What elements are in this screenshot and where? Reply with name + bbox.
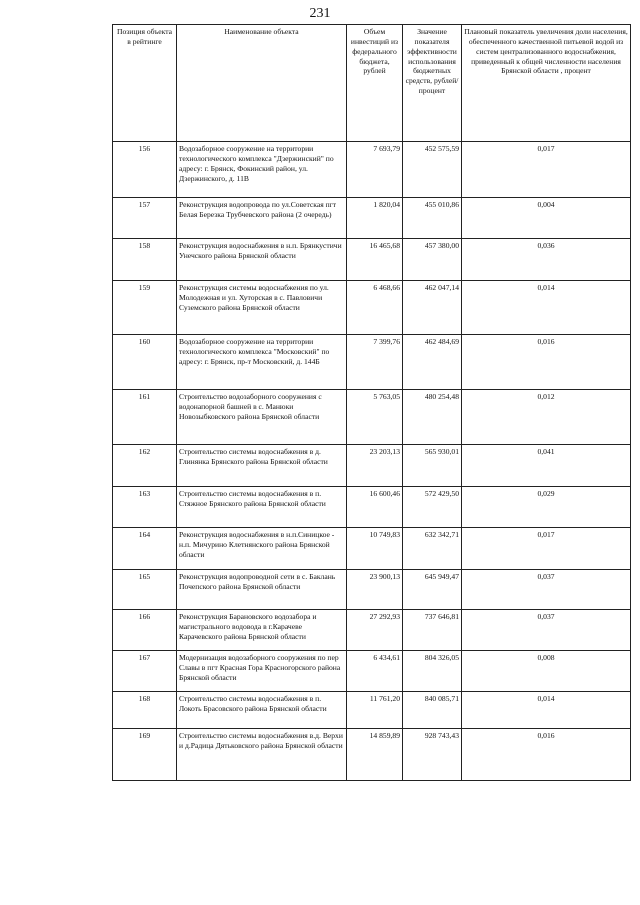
cell-investment: 7 399,76 bbox=[347, 335, 403, 390]
cell-name: Строительство водозаборного сооружения с водонапорной башней в с. Манюки Новозыбковского района Брянской области bbox=[177, 390, 347, 445]
cell-efficiency: 457 380,00 bbox=[403, 239, 462, 281]
table-row bbox=[113, 281, 631, 335]
cell-investment: 23 203,13 bbox=[347, 445, 403, 487]
cell-position: 157 bbox=[113, 198, 177, 239]
cell-share: 0,036 bbox=[462, 239, 631, 281]
cell-investment: 6 434,61 bbox=[347, 651, 403, 692]
cell-name: Строительство системы водоснабжения в.д. Верхи и д.Радица Дятьковского района Брянской области bbox=[177, 729, 347, 781]
cell-investment: 16 600,46 bbox=[347, 487, 403, 528]
cell-efficiency: 737 646,81 bbox=[403, 610, 462, 651]
cell-name: Водозаборное сооружение на территории технологического комплекса "Дзержинский" по адресу: г. Брянск, Фокинский район, ул. Дзержинского, д. 11В bbox=[177, 142, 347, 198]
cell-position: 158 bbox=[113, 239, 177, 281]
table-body bbox=[113, 142, 631, 781]
table-row bbox=[113, 487, 631, 528]
cell-efficiency: 462 047,14 bbox=[403, 281, 462, 335]
header-position: Позиция объекта в рейтинге bbox=[113, 25, 177, 142]
cell-share: 0,008 bbox=[462, 651, 631, 692]
cell-position: 168 bbox=[113, 692, 177, 729]
cell-share: 0,037 bbox=[462, 570, 631, 610]
cell-efficiency: 632 342,71 bbox=[403, 528, 462, 570]
cell-investment: 5 763,05 bbox=[347, 390, 403, 445]
cell-position: 164 bbox=[113, 528, 177, 570]
cell-share: 0,029 bbox=[462, 487, 631, 528]
cell-investment: 10 749,83 bbox=[347, 528, 403, 570]
table-row bbox=[113, 692, 631, 729]
cell-investment: 1 820,04 bbox=[347, 198, 403, 239]
cell-name: Реконструкция водоснабжения в н.п. Брянкустичи Унечского района Брянской области bbox=[177, 239, 347, 281]
header-efficiency: Значение показателя эффективности использования бюджетных средств, рублей/процент bbox=[403, 25, 462, 142]
cell-investment: 14 859,89 bbox=[347, 729, 403, 781]
cell-name: Строительство системы водоснабжения в п. Локоть Брасовского района Брянской области bbox=[177, 692, 347, 729]
table-row bbox=[113, 390, 631, 445]
table-row bbox=[113, 570, 631, 610]
cell-share: 0,017 bbox=[462, 528, 631, 570]
cell-investment: 16 465,68 bbox=[347, 239, 403, 281]
table-row bbox=[113, 142, 631, 198]
cell-position: 165 bbox=[113, 570, 177, 610]
cell-efficiency: 455 010,86 bbox=[403, 198, 462, 239]
cell-share: 0,037 bbox=[462, 610, 631, 651]
table-row bbox=[113, 729, 631, 781]
cell-share: 0,016 bbox=[462, 729, 631, 781]
header-name: Наименование объекта bbox=[177, 25, 347, 142]
cell-efficiency: 565 930,01 bbox=[403, 445, 462, 487]
page-number: 231 bbox=[309, 6, 331, 21]
cell-name: Строительство системы водоснабжения в п. Стяжное Брянского района Брянской области bbox=[177, 487, 347, 528]
cell-efficiency: 572 429,50 bbox=[403, 487, 462, 528]
cell-investment: 6 468,66 bbox=[347, 281, 403, 335]
table-row bbox=[113, 198, 631, 239]
cell-investment: 23 900,13 bbox=[347, 570, 403, 610]
cell-name: Реконструкция системы водоснабжения по ул. Молодежная и ул. Хуторская в с. Павловичи Суземского района Брянской области bbox=[177, 281, 347, 335]
cell-efficiency: 452 575,59 bbox=[403, 142, 462, 198]
cell-efficiency: 804 326,05 bbox=[403, 651, 462, 692]
header-share: Плановый показатель увеличения доли населения, обеспеченного качественной питьевой водой из систем централизованного водоснабжения, приведенный к общей численности населения Брянской области , процент bbox=[462, 25, 631, 142]
table-row bbox=[113, 335, 631, 390]
cell-position: 161 bbox=[113, 390, 177, 445]
cell-name: Реконструкция водопровода по ул.Советская пгт Белая Березка Трубчевского района (2 очередь) bbox=[177, 198, 347, 239]
cell-position: 169 bbox=[113, 729, 177, 781]
header-investment: Объем инвестиций из федерального бюджета, рублей bbox=[347, 25, 403, 142]
cell-investment: 7 693,79 bbox=[347, 142, 403, 198]
cell-position: 166 bbox=[113, 610, 177, 651]
cell-name: Модернизация водозаборного сооружения по пер Славы в пгт Красная Гора Красногорского района Брянской области bbox=[177, 651, 347, 692]
cell-efficiency: 462 484,69 bbox=[403, 335, 462, 390]
cell-name: Строительство системы водоснабжения в д. Глинянка Брянского района Брянской области bbox=[177, 445, 347, 487]
cell-share: 0,004 bbox=[462, 198, 631, 239]
cell-efficiency: 928 743,43 bbox=[403, 729, 462, 781]
table-row bbox=[113, 445, 631, 487]
cell-efficiency: 480 254,48 bbox=[403, 390, 462, 445]
cell-name: Водозаборное сооружение на территории технологического комплекса "Московский" по адресу: г. Брянск, пр-т Московский, д. 144Б bbox=[177, 335, 347, 390]
table-row bbox=[113, 239, 631, 281]
cell-efficiency: 840 085,71 bbox=[403, 692, 462, 729]
cell-position: 156 bbox=[113, 142, 177, 198]
cell-name: Реконструкция Барановского водозабора и магистрального водовода в г.Карачеве Карачевского района Брянской области bbox=[177, 610, 347, 651]
cell-position: 167 bbox=[113, 651, 177, 692]
cell-share: 0,017 bbox=[462, 142, 631, 198]
cell-name: Реконструкция водоснабжения в н.п.Синицкое - н.п. Мичурино Клетнянского района Брянской области bbox=[177, 528, 347, 570]
cell-investment: 27 292,93 bbox=[347, 610, 403, 651]
rating-table bbox=[112, 24, 631, 781]
table-row bbox=[113, 651, 631, 692]
cell-share: 0,014 bbox=[462, 692, 631, 729]
cell-investment: 11 761,20 bbox=[347, 692, 403, 729]
cell-name: Реконструкция водопроводной сети в с. Баклань Почепского района Брянской области bbox=[177, 570, 347, 610]
table-row bbox=[113, 528, 631, 570]
cell-share: 0,012 bbox=[462, 390, 631, 445]
cell-share: 0,016 bbox=[462, 335, 631, 390]
cell-position: 162 bbox=[113, 445, 177, 487]
table-header-row bbox=[113, 25, 631, 142]
cell-position: 160 bbox=[113, 335, 177, 390]
cell-position: 163 bbox=[113, 487, 177, 528]
table-row bbox=[113, 610, 631, 651]
cell-share: 0,041 bbox=[462, 445, 631, 487]
cell-share: 0,014 bbox=[462, 281, 631, 335]
cell-efficiency: 645 949,47 bbox=[403, 570, 462, 610]
cell-position: 159 bbox=[113, 281, 177, 335]
